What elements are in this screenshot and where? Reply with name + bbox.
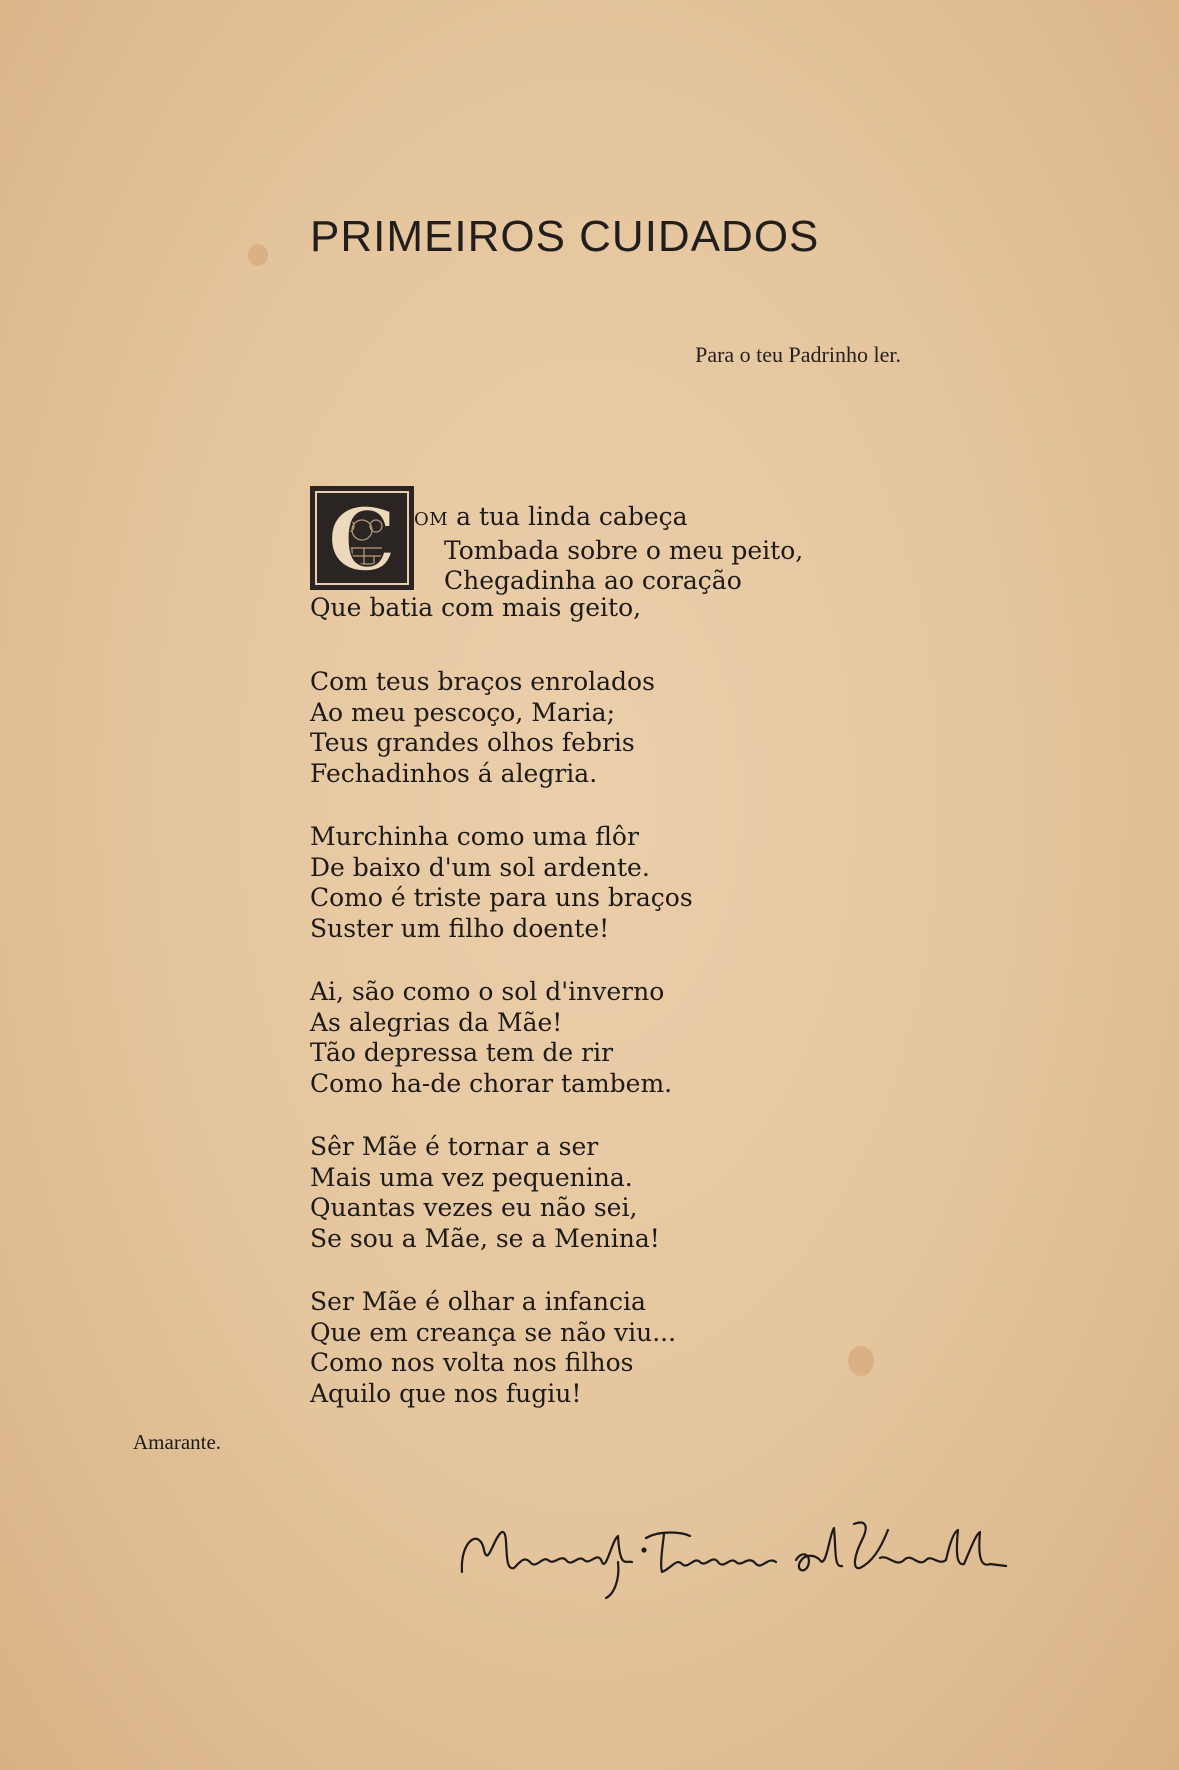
poem-title: PRIMEIROS CUIDADOS xyxy=(310,212,820,261)
poem-line: Fechadinhos á alegria. xyxy=(310,758,598,788)
poem-line: Chegadinha ao coração xyxy=(444,566,742,595)
stanza xyxy=(310,822,870,944)
poem-line: Como é triste para uns braços xyxy=(310,883,693,912)
poem-line: Tão depressa tem de rir xyxy=(310,1038,614,1067)
handwritten-signature xyxy=(450,1510,1010,1600)
poem-line: Como nos volta nos filhos xyxy=(310,1348,634,1377)
poem-line: Ai, são como o sol d'inverno xyxy=(310,977,665,1006)
poem-line: Com teus braços enrolados xyxy=(310,667,655,696)
signature-icon xyxy=(450,1510,1010,1600)
stanza xyxy=(310,486,870,634)
poem-line: Aquilo que nos fugiu! xyxy=(310,1378,582,1408)
poem-line: OM a tua linda cabeça xyxy=(414,502,688,531)
stanza xyxy=(310,667,870,789)
poem-line: Se sou a Mãe, se a Menina! xyxy=(310,1223,660,1253)
dropcap-ornament-icon xyxy=(312,488,412,588)
dedication: Para o teu Padrinho ler. xyxy=(695,342,901,367)
svg-text:C: C xyxy=(327,490,397,588)
place-name: Amarante. xyxy=(133,1430,222,1454)
poem-line: As alegrias da Mãe! xyxy=(310,1007,563,1037)
first-stanza-lines xyxy=(414,502,803,597)
poem-line: De baixo d'um sol ardente. xyxy=(310,852,650,882)
stanza xyxy=(310,1132,870,1254)
stanza xyxy=(310,977,870,1099)
paper-stain xyxy=(248,244,268,266)
stanza xyxy=(310,1287,870,1409)
poem-line: Teus grandes olhos febris xyxy=(310,728,635,757)
poem-line: Ser Mãe é olhar a infancia xyxy=(310,1287,646,1316)
poem-line: Murchinha como uma flôr xyxy=(310,822,639,851)
poem-line: Mais uma vez pequenina. xyxy=(310,1162,633,1192)
poem-line: Que batia com mais geito, xyxy=(310,593,642,622)
ornamental-dropcap-c xyxy=(310,486,414,590)
poem-line: Suster um filho doente! xyxy=(310,913,610,943)
poem-line: Sêr Mãe é tornar a ser xyxy=(310,1132,599,1161)
poem-line: Tombada sobre o meu peito, xyxy=(444,535,804,565)
poem-body xyxy=(310,486,870,1442)
poem-line: Como ha-de chorar tambem. xyxy=(310,1068,673,1098)
poem-line: Quantas vezes eu não sei, xyxy=(310,1193,638,1222)
poem-line: Que em creança se não viu... xyxy=(310,1317,677,1347)
poem-line: Ao meu pescoço, Maria; xyxy=(310,697,616,727)
